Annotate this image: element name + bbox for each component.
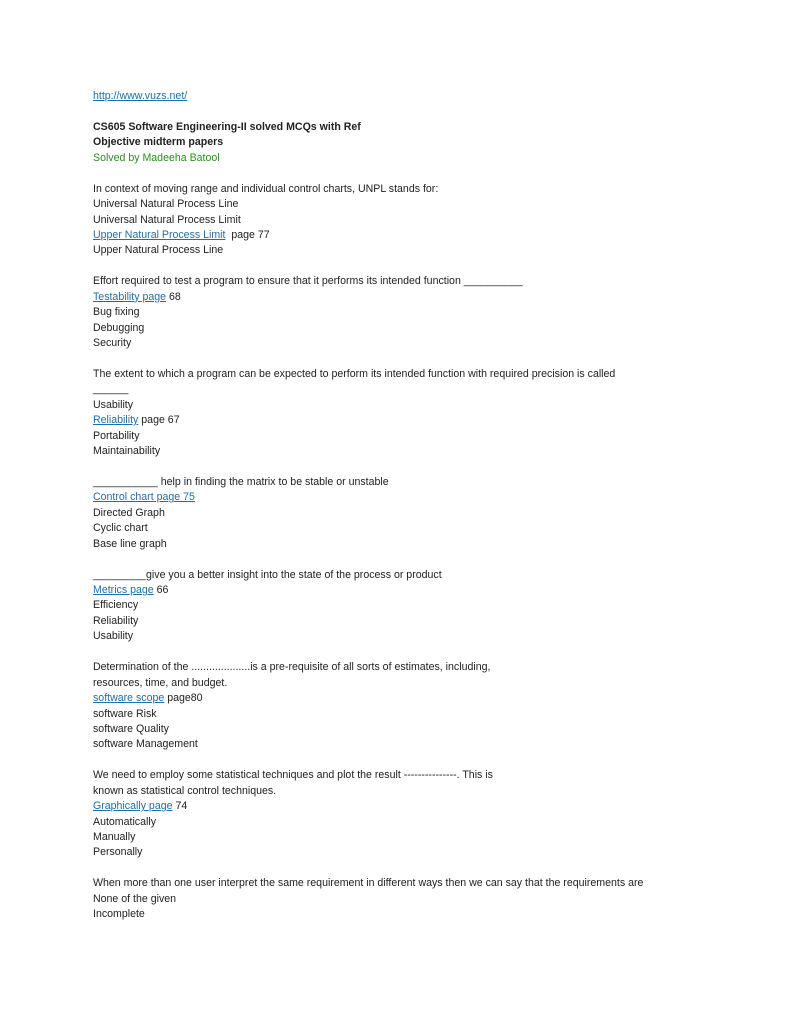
- answer-option[interactable]: [93, 691, 753, 706]
- spacer: [93, 861, 753, 876]
- answer-option: software Management: [93, 738, 198, 751]
- page-reference: page 67: [138, 414, 180, 427]
- question-text: In context of moving range and individual control charts, UNPL stands for:: [93, 182, 439, 195]
- question-block: [93, 475, 753, 568]
- spacer: [93, 166, 753, 181]
- question-text: Effort required to test a program to ensure that it performs its intended function __________: [93, 275, 523, 288]
- spacer: [93, 104, 753, 119]
- answer-option: Portability: [93, 429, 140, 442]
- answer-option: Automatically: [93, 815, 156, 828]
- question-block: [93, 768, 753, 876]
- correct-answer-link[interactable]: Control chart page 75: [93, 491, 195, 504]
- answer-option: Incomplete: [93, 908, 145, 921]
- question-block: [93, 876, 753, 922]
- answer-option: Usability: [93, 398, 134, 411]
- answer-option[interactable]: [93, 583, 753, 598]
- answer-option[interactable]: [93, 290, 753, 305]
- question-text: _________give you a better insight into the state of the process or product: [93, 568, 442, 581]
- answer-option: Upper Natural Process Line: [93, 244, 224, 257]
- correct-answer-link[interactable]: software scope: [93, 692, 165, 705]
- answer-option: Cyclic chart: [93, 522, 148, 535]
- question-text: known as statistical control techniques.: [93, 784, 277, 797]
- correct-answer-link[interactable]: Reliability: [93, 414, 139, 427]
- answer-option: Universal Natural Process Line: [93, 198, 239, 211]
- correct-answer-link[interactable]: Graphically page: [93, 800, 173, 813]
- answer-option: Security: [93, 337, 132, 349]
- spacer: [93, 259, 753, 274]
- answer-option: Usability: [93, 630, 134, 643]
- source-url-link[interactable]: http://www.vuzs.net/: [93, 90, 188, 102]
- question-block: [93, 367, 753, 475]
- question-block: [93, 660, 753, 768]
- document-subtitle: Objective midterm papers: [93, 136, 224, 149]
- page-content: [93, 89, 753, 923]
- answer-option[interactable]: [93, 490, 753, 505]
- question-text: resources, time, and budget.: [93, 676, 228, 689]
- correct-answer-link[interactable]: Upper Natural Process Limit: [93, 228, 226, 241]
- correct-answer-link[interactable]: Testability page: [93, 290, 167, 303]
- answer-option: Debugging: [93, 321, 145, 334]
- page-reference: page 77: [225, 228, 270, 241]
- question-text: ______: [93, 383, 129, 396]
- page-reference: 74: [172, 800, 188, 813]
- question-block: [93, 182, 753, 275]
- question-block: [93, 568, 753, 661]
- answer-option: Efficiency: [93, 599, 139, 612]
- header-block: [93, 89, 753, 104]
- page-reference: 68: [166, 290, 181, 303]
- spacer: [93, 753, 753, 768]
- answer-option: Manually: [93, 831, 136, 843]
- answer-option: Universal Natural Process Limit: [93, 213, 241, 226]
- answer-option: Maintainability: [93, 445, 161, 458]
- answer-option: Reliability: [93, 614, 139, 627]
- question-text: The extent to which a program can be expected to perform its intended function with required precision is called: [93, 367, 616, 380]
- spacer: [93, 645, 753, 660]
- question-text: ___________ help in finding the matrix to be stable or unstable: [93, 475, 389, 488]
- correct-answer-link[interactable]: Metrics page: [93, 584, 154, 596]
- page-reference: page80: [164, 692, 203, 705]
- spacer: [93, 552, 753, 567]
- answer-option: None of the given: [93, 892, 177, 905]
- document-title: CS605 Software Engineering-II solved MCQs with Ref: [93, 120, 361, 133]
- question-text: We need to employ some statistical techniques and plot the result ---------------. This is: [93, 769, 493, 782]
- spacer: [93, 351, 753, 366]
- author-credit: Solved by Madeeha Batool: [93, 151, 220, 164]
- answer-option: software Risk: [93, 707, 157, 720]
- question-text: When more than one user interpret the same requirement in different ways then we can say that the requirements are: [93, 877, 644, 890]
- answer-option: Base line graph: [93, 537, 167, 550]
- spacer: [93, 460, 753, 475]
- answer-option[interactable]: [93, 413, 753, 428]
- question-list: [93, 182, 753, 923]
- page-reference: 66: [153, 584, 169, 596]
- question-block: [93, 274, 753, 367]
- answer-option[interactable]: [93, 228, 753, 243]
- answer-option[interactable]: [93, 799, 753, 814]
- answer-option: Bug fixing: [93, 306, 140, 319]
- question-text: Determination of the ....................is a pre-requisite of all sorts of estimates, including,: [93, 661, 491, 674]
- answer-option: software Quality: [93, 722, 169, 735]
- answer-option: Personally: [93, 846, 143, 859]
- answer-option: Directed Graph: [93, 506, 165, 519]
